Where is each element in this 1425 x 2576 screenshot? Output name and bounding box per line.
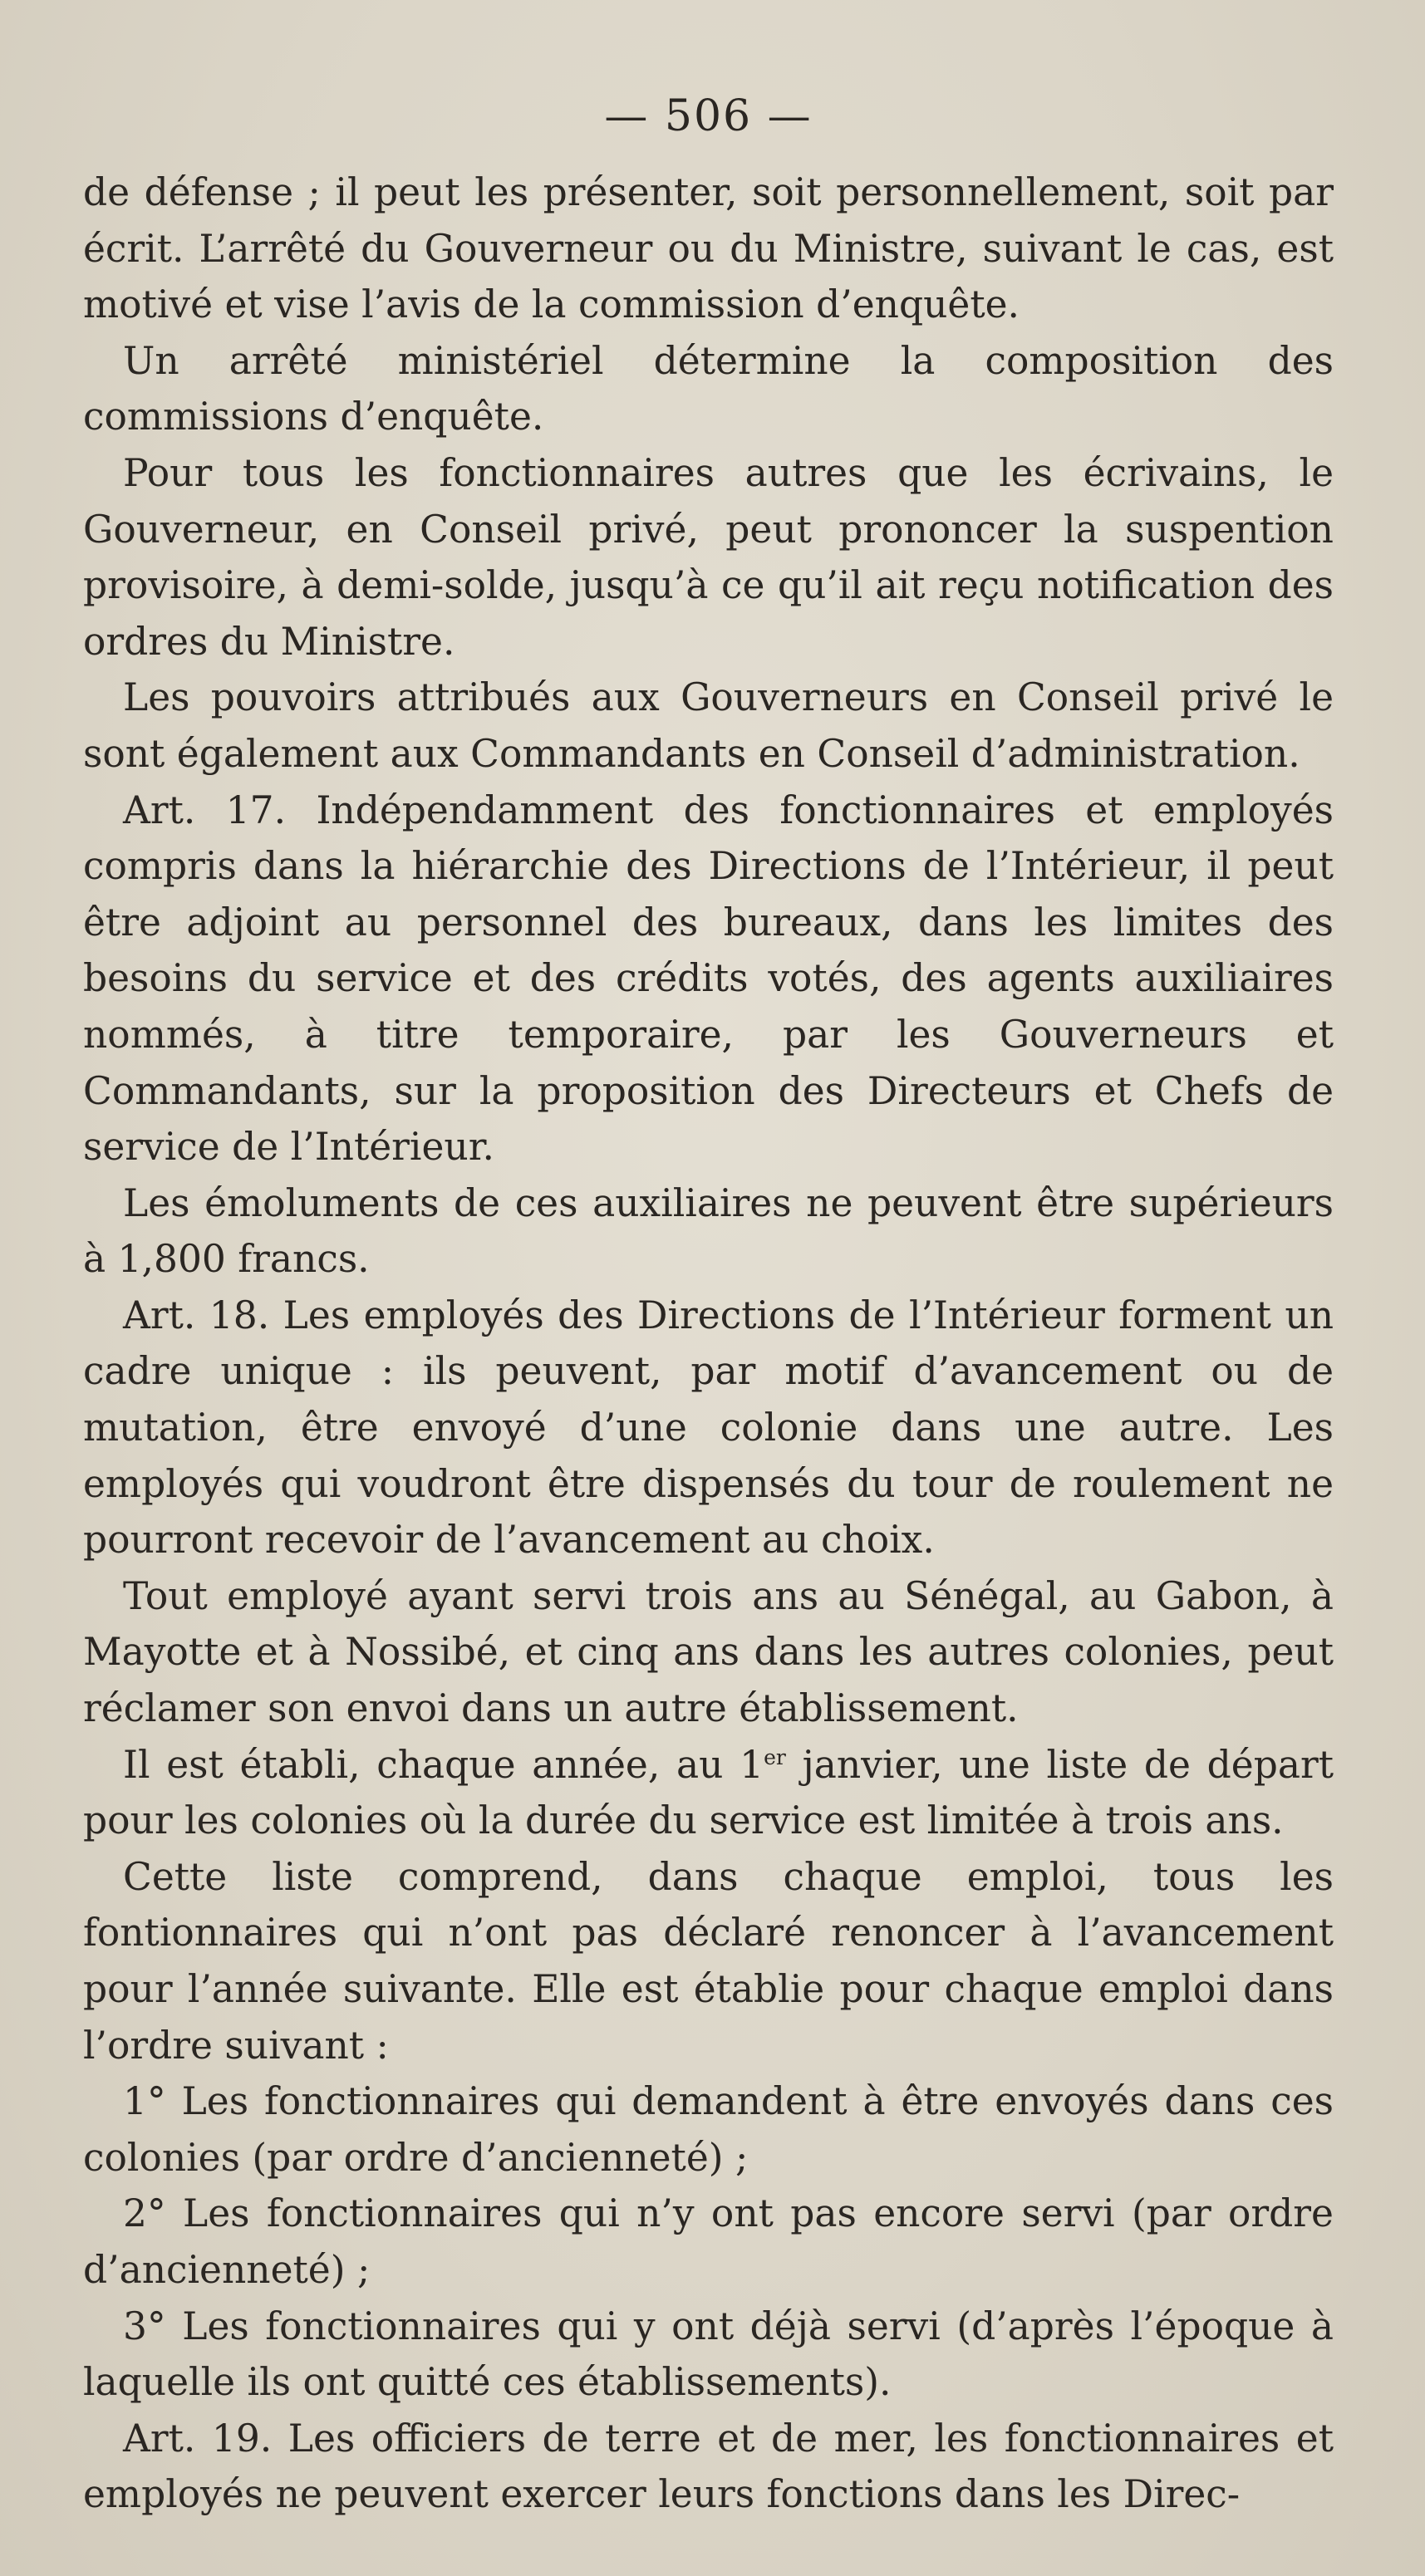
paragraph: Pour tous les fonctionnaires autres que les écrivains, le Gouverneur, en Conseil privé, peut prononcer la suspention provisoire, à demi-solde, jusqu’à ce qu’il ait reçu notification des ordres du Ministre. xyxy=(83,450,1334,664)
paragraph: Un arrêté ministériel détermine la composition des commissions d’enquête. xyxy=(83,338,1334,439)
paragraph: Tout employé ayant servi trois ans au Sénégal, au Gabon, à Mayotte et à Nossibé, et cinq ans dans les autres colonies, peut réclamer son envoi dans un autre établissement. xyxy=(83,1573,1334,1731)
paragraph xyxy=(83,1737,1334,1849)
article-18-paragraph: Art. 18. Les employés des Directions de l’Intérieur forment un cadre unique : ils peuvent, par motif d’avancement ou de mutation, être envoyé d’une colonie dans une autre. Les employés qui voudront être dispensés du tour de roulement ne pourront recevoir de l’avancement au choix. xyxy=(83,1293,1334,1563)
paragraph-text: janvier, une liste de départ pour les colonies où la durée du service est limitée à trois ans. xyxy=(83,1742,1334,1843)
list-item: 2° Les fonctionnaires qui n’y ont pas encore servi (par ordre d’ancienneté) ; xyxy=(83,2191,1334,2292)
body-text xyxy=(83,164,1334,2523)
list-item: 1° Les fonctionnaires qui demandent à être envoyés dans ces colonies (par ordre d’ancienneté) ; xyxy=(83,2079,1334,2180)
list-item: 3° Les fonctionnaires qui y ont déjà servi (d’après l’époque à laquelle ils ont quitté ces établissements). xyxy=(83,2304,1334,2405)
paragraph: Cette liste comprend, dans chaque emploi, tous les fontionnaires qui n’ont pas déclaré renoncer à l’avancement pour l’année suivante. Elle est établie pour chaque emploi dans l’ordre suivant : xyxy=(83,1854,1334,2068)
paragraph-text: Il est établi, chaque année, au 1 xyxy=(123,1742,764,1787)
paragraph: de défense ; il peut les présenter, soit personnellement, soit par écrit. L’arrêté du Gouverneur ou du Ministre, suivant le cas, est motivé et vise l’avis de la commission d’enquête. xyxy=(83,170,1334,327)
paragraph: Les pouvoirs attribués aux Gouverneurs en Conseil privé le sont également aux Commandants en Conseil d’administration. xyxy=(83,675,1334,776)
article-19-paragraph: Art. 19. Les officiers de terre et de mer, les fonctionnaires et employés ne peuvent exercer leurs fonctions dans les Direc- xyxy=(83,2416,1334,2517)
paragraph: Les émoluments de ces auxiliaires ne peuvent être supérieurs à 1,800 francs. xyxy=(83,1180,1334,1282)
superscript: er xyxy=(764,1744,786,1769)
article-17-paragraph: Art. 17. Indépendamment des fonctionnaires et employés compris dans la hiérarchie des Directions de l’Intérieur, il peut être adjoint au personnel des bureaux, dans les limites des besoins du service et des crédits votés, des agents auxiliaires nommés, à titre temporaire, par les Gouverneurs et Commandants, sur la proposition des Directeurs et Chefs de service de l’Intérieur. xyxy=(83,788,1334,1170)
page-number: — 506 — xyxy=(604,91,813,141)
